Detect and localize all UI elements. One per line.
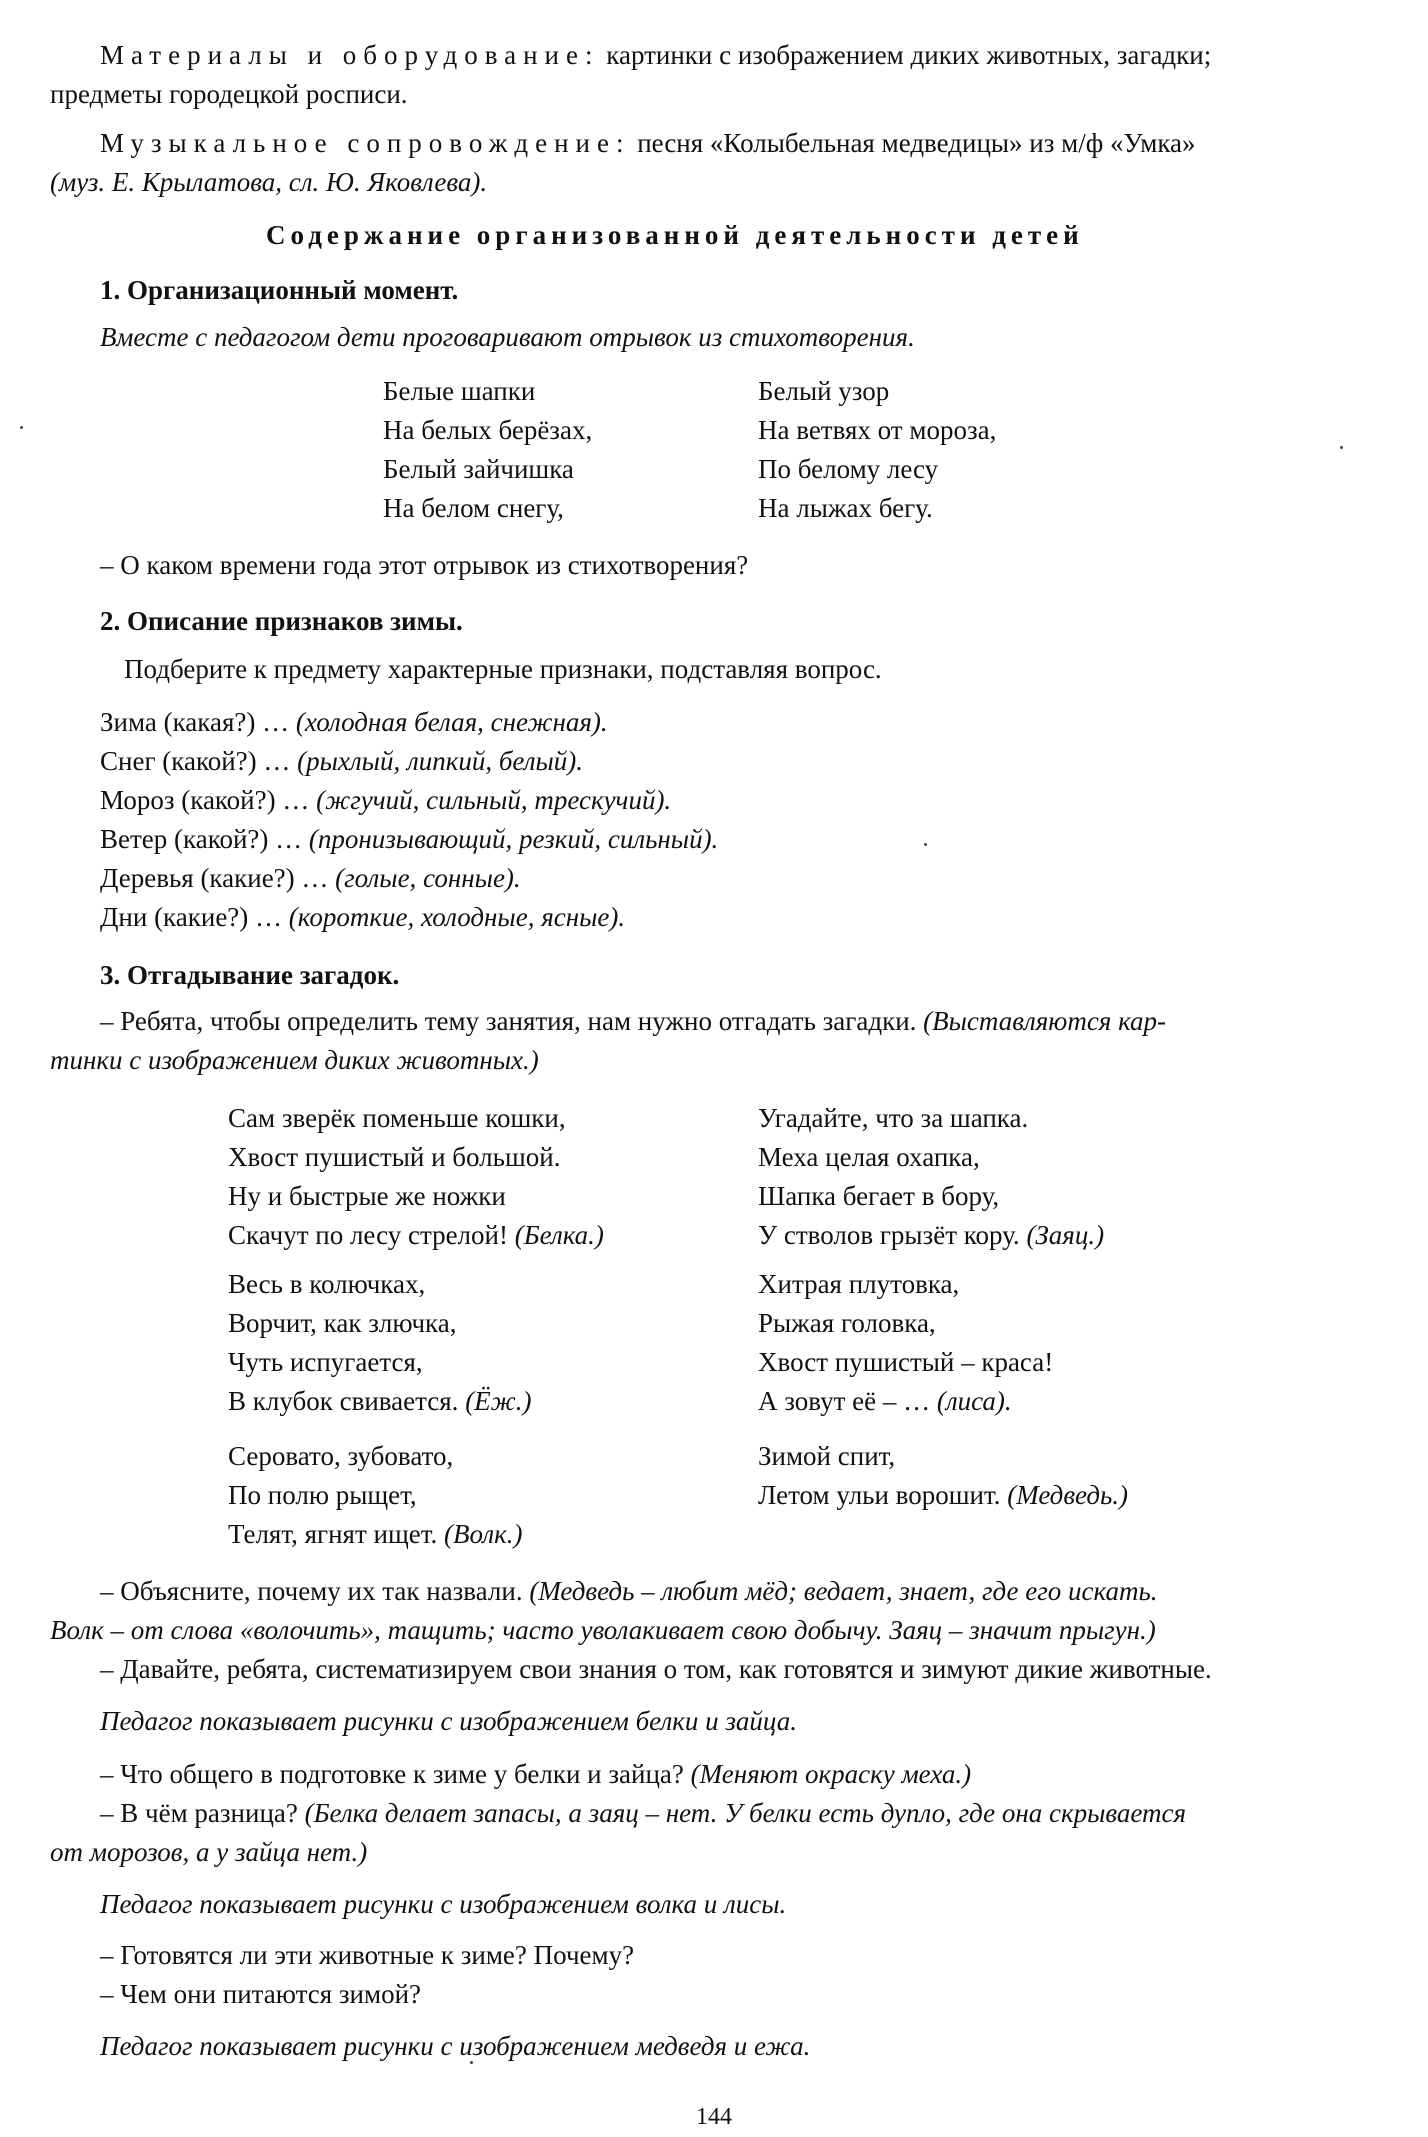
- riddle-line: У стволов грызёт кору. (Заяц.): [758, 1220, 1105, 1250]
- teacher-shows-squirrel-hare: Педагог показывает рисунки с изображением белки и зайца.: [100, 1706, 798, 1736]
- teacher-shows-bear-hedgehog: Педагог показывает рисунки с изображением медведя и ежа.: [100, 2031, 811, 2061]
- music-label: Музыкальное сопровождение:: [100, 128, 631, 158]
- music-text: песня «Колыбельная медведицы» из м/ф «Умка»: [637, 128, 1196, 158]
- item-word: Дни (какие?) …: [100, 902, 289, 932]
- riddle-answer: (Ёж.): [465, 1386, 532, 1416]
- poem-line: На лыжах бегу.: [758, 493, 933, 523]
- riddle-answer: (Медведь.): [1007, 1480, 1129, 1510]
- section3-intro-cont: тинки с изображением диких животных.): [50, 1045, 539, 1075]
- riddle-line: Хвост пушистый – краса!: [758, 1347, 1054, 1377]
- section3-intro: [100, 1002, 1166, 1041]
- scan-speck: [924, 843, 927, 846]
- riddle-answer: (Белка.): [514, 1220, 604, 1250]
- section3-title: 3. Отгадывание загадок.: [100, 960, 400, 990]
- scan-speck: [470, 2061, 473, 2064]
- item-word: Снег (какой?) …: [100, 746, 298, 776]
- riddle-line: По полю рыщет,: [228, 1480, 417, 1510]
- materials-text: картинки с изображением диких животных, загадки;: [606, 40, 1212, 70]
- riddle-line: Телят, ягнят ищет. (Волк.): [228, 1519, 523, 1549]
- poem-line: Белый узор: [758, 376, 890, 406]
- list-item: [100, 781, 671, 820]
- riddle-line: Шапка бегает в бору,: [758, 1181, 1000, 1211]
- scan-speck: [20, 426, 23, 429]
- riddle-line: Чуть испугается,: [228, 1347, 423, 1377]
- list-item: [100, 742, 583, 781]
- item-answer: (пронизывающий, резкий, сильный).: [308, 824, 719, 854]
- section1-question: – О каком времени года этот отрывок из стихотворения?: [100, 550, 749, 580]
- explain-cont: Волк – от слова «волочить», тащить; часто уволакивает свою добычу. Заяц – значит прыгун.): [50, 1615, 1156, 1645]
- list-item: [100, 703, 608, 742]
- riddle-line: Хитрая плутовка,: [758, 1269, 960, 1299]
- poem-line: Белые шапки: [383, 376, 536, 406]
- question-difference: – В чём разница? (Белка делает запасы, а заяц – нет. У белки есть дупло, где она скрывается: [100, 1798, 1187, 1828]
- item-word: Ветер (какой?) …: [100, 824, 309, 854]
- riddle-line: Весь в колючках,: [228, 1269, 426, 1299]
- section1-instruction: Вместе с педагогом дети проговаривают отрывок из стихотворения.: [100, 322, 915, 352]
- item-word: Деревья (какие?) …: [100, 863, 336, 893]
- scan-speck: [1340, 446, 1343, 449]
- main-heading: Содержание организованной деятельности детей: [266, 220, 1084, 250]
- riddle-line: Зимой спит,: [758, 1441, 896, 1471]
- materials-line: [100, 36, 1211, 75]
- poem-line: На белом снегу,: [383, 493, 564, 523]
- poem-line: На ветвях от мороза,: [758, 415, 997, 445]
- item-answer: (короткие, холодные, ясные).: [288, 902, 626, 932]
- poem-line: На белых берёзах,: [383, 415, 593, 445]
- item-answer: (жгучий, сильный, трескучий).: [316, 785, 672, 815]
- riddle-line: А зовут её – … (лиса).: [758, 1386, 1012, 1416]
- teacher-shows-wolf-fox: Педагог показывает рисунки с изображением волка и лисы.: [100, 1889, 787, 1919]
- materials-label: Материалы и оборудование:: [100, 40, 600, 70]
- explain-line: – Объясните, почему их так назвали. (Медведь – любит мёд; ведает, знает, где его искать.: [100, 1576, 1158, 1606]
- riddle-line: Серовато, зубовато,: [228, 1441, 454, 1471]
- riddle-answer: (Заяц.): [1026, 1220, 1105, 1250]
- riddle-line: Меха целая охапка,: [758, 1142, 980, 1172]
- riddle-answer: (Волк.): [444, 1519, 523, 1549]
- riddle-line: Угадайте, что за шапка.: [758, 1103, 1029, 1133]
- page-number: 144: [696, 2104, 732, 2130]
- riddle-line: Ну и быстрые же ножки: [228, 1181, 506, 1211]
- systematize-line: – Давайте, ребята, систематизируем свои знания о том, как готовятся и зимуют дикие животные.: [100, 1654, 1212, 1684]
- item-word: Зима (какая?) …: [100, 707, 296, 737]
- question-difference-cont: от морозов, а у зайца нет.): [50, 1837, 368, 1867]
- question-prepare: – Готовятся ли эти животные к зиме? Почему?: [100, 1940, 635, 1970]
- section2-task: Подберите к предмету характерные признаки, подставляя вопрос.: [124, 654, 882, 684]
- item-answer: (рыхлый, липкий, белый).: [297, 746, 584, 776]
- section1-title: 1. Организационный момент.: [100, 275, 459, 305]
- music-credit: (муз. Е. Крылатова, сл. Ю. Яковлева).: [50, 167, 488, 197]
- riddle-line: Рыжая головка,: [758, 1308, 936, 1338]
- item-answer: (голые, сонные).: [335, 863, 521, 893]
- intro-text: – Ребята, чтобы определить тему занятия, нам нужно отгадать загадки.: [100, 1006, 924, 1036]
- list-item: [100, 820, 718, 859]
- poem-line: Белый зайчишка: [383, 454, 574, 484]
- intro-note: (Выставляются кар-: [923, 1006, 1167, 1036]
- music-line: [100, 124, 1196, 163]
- question-food: – Чем они питаются зимой?: [100, 1979, 422, 2009]
- riddle-line: Скачут по лесу стрелой! (Белка.): [228, 1220, 604, 1250]
- riddle-line: В клубок свивается. (Ёж.): [228, 1386, 532, 1416]
- list-item: [100, 898, 625, 937]
- section2-title: 2. Описание признаков зимы.: [100, 606, 463, 636]
- question-common: – Что общего в подготовке к зиме у белки и зайца? (Меняют окраску меха.): [100, 1759, 972, 1789]
- riddle-line: Хвост пушистый и большой.: [228, 1142, 561, 1172]
- item-word: Мороз (какой?) …: [100, 785, 317, 815]
- riddle-answer: (лиса).: [936, 1386, 1012, 1416]
- list-item: [100, 859, 521, 898]
- riddle-line: Летом ульи ворошит. (Медведь.): [758, 1480, 1129, 1510]
- item-answer: (холодная белая, снежная).: [295, 707, 608, 737]
- riddle-line: Ворчит, как злючка,: [228, 1308, 457, 1338]
- materials-cont: предметы городецкой росписи.: [50, 79, 408, 109]
- poem-line: По белому лесу: [758, 454, 939, 484]
- riddle-line: Сам зверёк поменьше кошки,: [228, 1103, 566, 1133]
